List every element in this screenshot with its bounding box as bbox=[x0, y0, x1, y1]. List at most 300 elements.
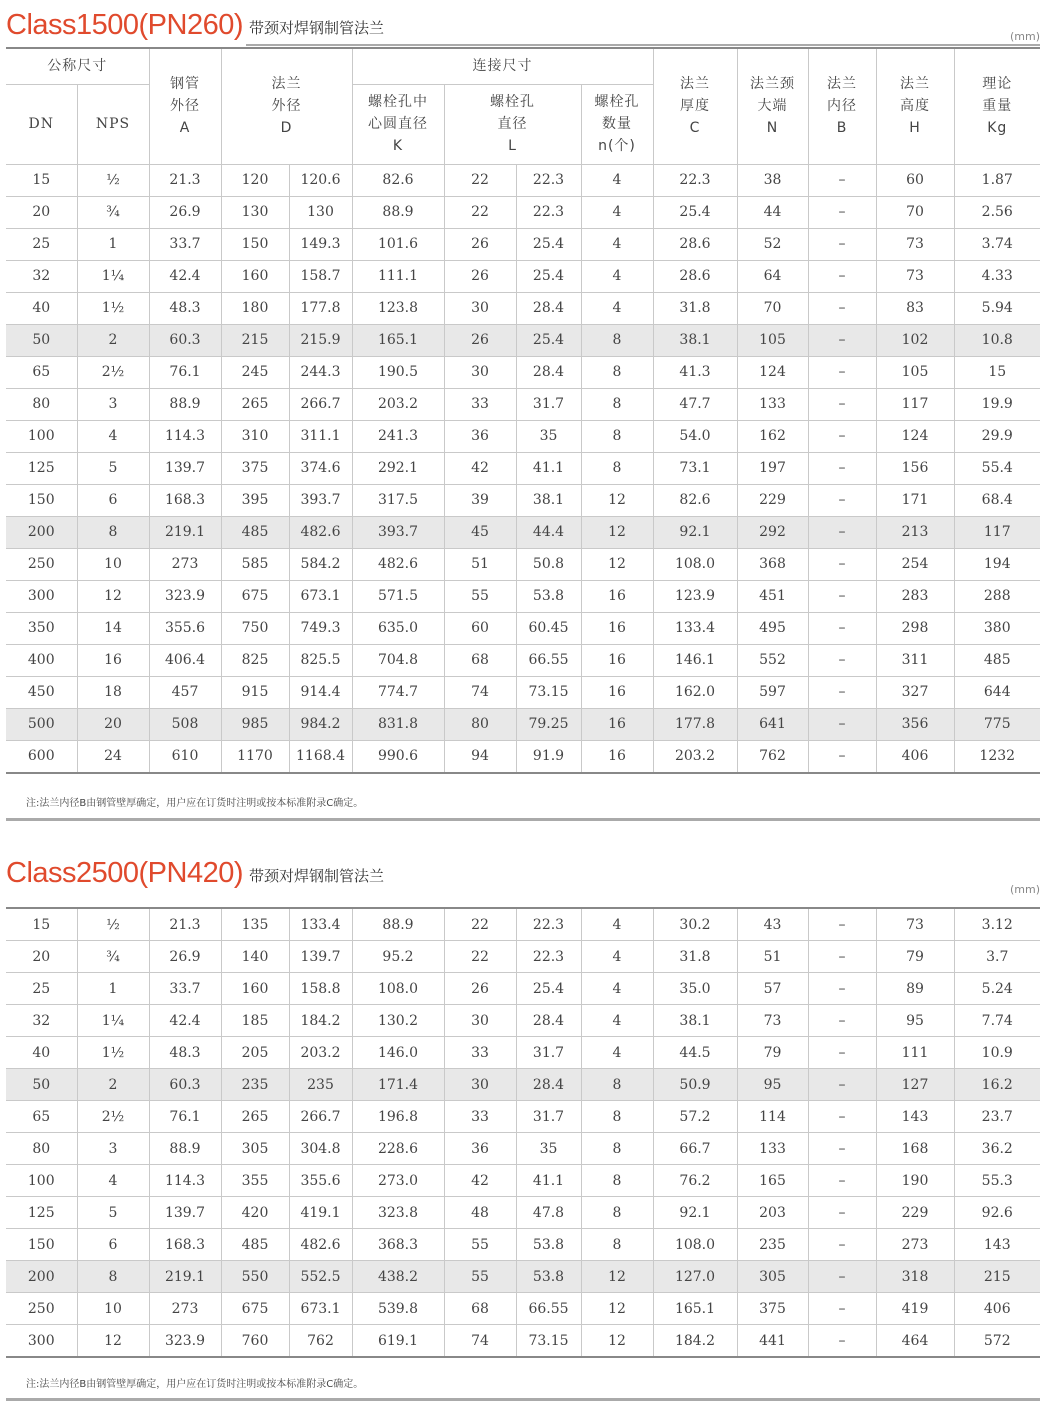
table-cell: 395 bbox=[221, 484, 289, 516]
table-cell: 8 bbox=[77, 516, 149, 548]
section2-note: 注:法兰内径B由钢管壁厚确定，用户应在订货时注明或按本标准附录C确定。 bbox=[26, 1379, 364, 1390]
table-cell: 25.4 bbox=[516, 228, 581, 260]
table-cell: 92.6 bbox=[954, 1197, 1040, 1229]
table-cell: 2 bbox=[77, 1069, 149, 1101]
table-cell: 1 bbox=[77, 228, 149, 260]
table-cell: 250 bbox=[6, 1293, 77, 1325]
table-cell: 420 bbox=[221, 1197, 289, 1229]
table-cell: 105 bbox=[737, 324, 808, 356]
table-cell: 675 bbox=[221, 1293, 289, 1325]
table-cell: 12 bbox=[77, 1325, 149, 1358]
table-cell: 88.9 bbox=[352, 908, 444, 941]
table-cell: 68.4 bbox=[954, 484, 1040, 516]
table-cell: 20 bbox=[6, 941, 77, 973]
table-cell: 273 bbox=[149, 548, 221, 580]
table-cell: 53.8 bbox=[516, 580, 581, 612]
table-cell: 419.1 bbox=[289, 1197, 352, 1229]
table-cell: 8 bbox=[581, 1197, 653, 1229]
table-cell: 102 bbox=[876, 324, 954, 356]
table-cell: 57 bbox=[737, 973, 808, 1005]
table-cell: 4 bbox=[581, 1037, 653, 1069]
header-thickness: 法兰 厚度 C bbox=[653, 48, 737, 164]
table-cell: 48.3 bbox=[149, 292, 221, 324]
table-cell: 28.6 bbox=[653, 260, 737, 292]
table-row bbox=[6, 1261, 1040, 1293]
table-cell: – bbox=[808, 1293, 876, 1325]
table-cell: 5.94 bbox=[954, 292, 1040, 324]
table-cell: 35 bbox=[516, 1133, 581, 1165]
table-cell: 304.8 bbox=[289, 1133, 352, 1165]
table-cell: 33.7 bbox=[149, 973, 221, 1005]
table-cell: 171 bbox=[876, 484, 954, 516]
table-cell: 914.4 bbox=[289, 676, 352, 708]
table-cell: 55 bbox=[444, 580, 516, 612]
table-cell: 4 bbox=[581, 908, 653, 941]
section1-unit: (mm) bbox=[1009, 30, 1040, 43]
table-cell: 7.74 bbox=[954, 1005, 1040, 1037]
table-cell: 68 bbox=[444, 644, 516, 676]
table-cell: 3.7 bbox=[954, 941, 1040, 973]
table-cell: 130 bbox=[289, 196, 352, 228]
table-cell: 38.1 bbox=[653, 324, 737, 356]
table-cell: 8 bbox=[581, 1229, 653, 1261]
table-row bbox=[6, 973, 1040, 1005]
section2-title-row bbox=[6, 852, 384, 888]
table-cell: 24 bbox=[77, 740, 149, 773]
table-cell: 5.24 bbox=[954, 973, 1040, 1005]
table-cell: 310 bbox=[221, 420, 289, 452]
table-cell: 760 bbox=[221, 1325, 289, 1358]
table-cell: 26 bbox=[444, 324, 516, 356]
table-cell: 79.25 bbox=[516, 708, 581, 740]
header-weight: 理论 重量 Kg bbox=[954, 48, 1040, 164]
table-cell: 485 bbox=[221, 1229, 289, 1261]
table-cell: 79 bbox=[737, 1037, 808, 1069]
table-cell: 215 bbox=[954, 1261, 1040, 1293]
table-cell: 31.8 bbox=[653, 292, 737, 324]
table-cell: 41.3 bbox=[653, 356, 737, 388]
table-cell: 8 bbox=[581, 1069, 653, 1101]
table-cell: 120.6 bbox=[289, 164, 352, 196]
table-cell: 38.1 bbox=[653, 1005, 737, 1037]
table-cell: 146.1 bbox=[653, 644, 737, 676]
table-cell: 100 bbox=[6, 420, 77, 452]
header-bolt-hole: 螺栓孔 直径 L bbox=[444, 84, 581, 164]
table-cell: 32 bbox=[6, 1005, 77, 1037]
table-cell: 2.56 bbox=[954, 196, 1040, 228]
table-cell: 597 bbox=[737, 676, 808, 708]
table-cell: 68 bbox=[444, 1293, 516, 1325]
table-cell: 117 bbox=[954, 516, 1040, 548]
table-cell: 317.5 bbox=[352, 484, 444, 516]
table-cell: 143 bbox=[876, 1101, 954, 1133]
table-cell: 30 bbox=[444, 1069, 516, 1101]
table-cell: 177.8 bbox=[653, 708, 737, 740]
table-cell: 215.9 bbox=[289, 324, 352, 356]
table-cell: 38 bbox=[737, 164, 808, 196]
table-cell: 8 bbox=[77, 1261, 149, 1293]
table-cell: 500 bbox=[6, 708, 77, 740]
header-bore: 法兰 内径 B bbox=[808, 48, 876, 164]
table-cell: 44.4 bbox=[516, 516, 581, 548]
table-cell: 762 bbox=[737, 740, 808, 773]
table-row bbox=[6, 644, 1040, 676]
table-cell: 16 bbox=[581, 676, 653, 708]
table-cell: 283 bbox=[876, 580, 954, 612]
table-cell: 168.3 bbox=[149, 1229, 221, 1261]
table-cell: 73 bbox=[876, 228, 954, 260]
table-cell: 22.3 bbox=[653, 164, 737, 196]
header-dn: DN bbox=[6, 84, 77, 164]
table-cell: 8 bbox=[581, 1165, 653, 1197]
table-cell: 50 bbox=[6, 1069, 77, 1101]
table-cell: 825.5 bbox=[289, 644, 352, 676]
table-cell: – bbox=[808, 580, 876, 612]
table-cell: 12 bbox=[581, 1325, 653, 1358]
table-cell: 374.6 bbox=[289, 452, 352, 484]
table-cell: 22 bbox=[444, 941, 516, 973]
table-cell: 123.8 bbox=[352, 292, 444, 324]
table-cell: 65 bbox=[6, 356, 77, 388]
table-cell: 1 bbox=[77, 973, 149, 1005]
table-cell: 16 bbox=[581, 708, 653, 740]
table-cell: 25.4 bbox=[516, 324, 581, 356]
section2-title: Class2500(PN420) bbox=[6, 857, 244, 889]
table-cell: 70 bbox=[737, 292, 808, 324]
table-cell: 168.3 bbox=[149, 484, 221, 516]
table-cell: 66.7 bbox=[653, 1133, 737, 1165]
table-cell: 644 bbox=[954, 676, 1040, 708]
table-cell: 89 bbox=[876, 973, 954, 1005]
table-cell: – bbox=[808, 1229, 876, 1261]
table-cell: 831.8 bbox=[352, 708, 444, 740]
table-cell: 76.2 bbox=[653, 1165, 737, 1197]
table-cell: 127 bbox=[876, 1069, 954, 1101]
table-cell: 125 bbox=[6, 452, 77, 484]
table-cell: 18 bbox=[77, 676, 149, 708]
table-cell: 22.3 bbox=[516, 196, 581, 228]
table-cell: – bbox=[808, 973, 876, 1005]
table-cell: 190.5 bbox=[352, 356, 444, 388]
table-cell: 108.0 bbox=[352, 973, 444, 1005]
table-cell: 235 bbox=[289, 1069, 352, 1101]
table-cell: 36 bbox=[444, 1133, 516, 1165]
table-cell: 185 bbox=[221, 1005, 289, 1037]
table-cell: 12 bbox=[581, 516, 653, 548]
table-cell: 32 bbox=[6, 260, 77, 292]
table-cell: – bbox=[808, 1165, 876, 1197]
table-cell: 12 bbox=[581, 548, 653, 580]
header-pipe-od: 钢管 外径 A bbox=[149, 48, 221, 164]
table-cell: 60.3 bbox=[149, 1069, 221, 1101]
table-cell: 92.1 bbox=[653, 1197, 737, 1229]
table-cell: 57.2 bbox=[653, 1101, 737, 1133]
table-cell: 16.2 bbox=[954, 1069, 1040, 1101]
table-cell: 42 bbox=[444, 452, 516, 484]
table-cell: 298 bbox=[876, 612, 954, 644]
table-cell: 350 bbox=[6, 612, 77, 644]
table-cell: ½ bbox=[77, 908, 149, 941]
table-cell: 22 bbox=[444, 908, 516, 941]
table-cell: 419 bbox=[876, 1293, 954, 1325]
table-cell: 400 bbox=[6, 644, 77, 676]
table-row bbox=[6, 1293, 1040, 1325]
table-cell: 1¼ bbox=[77, 1005, 149, 1037]
table-cell: 323.9 bbox=[149, 580, 221, 612]
table-cell: 600 bbox=[6, 740, 77, 773]
table-cell: 774.7 bbox=[352, 676, 444, 708]
table-cell: 171.4 bbox=[352, 1069, 444, 1101]
table-cell: 673.1 bbox=[289, 1293, 352, 1325]
table-cell: 4 bbox=[581, 228, 653, 260]
table-cell: 8 bbox=[581, 1133, 653, 1165]
table-cell: 35.0 bbox=[653, 973, 737, 1005]
table-cell: 8 bbox=[581, 388, 653, 420]
table-cell: 19.9 bbox=[954, 388, 1040, 420]
table-row bbox=[6, 484, 1040, 516]
table-cell: 60.3 bbox=[149, 324, 221, 356]
section1-title: Class1500(PN260) bbox=[6, 9, 244, 41]
table-cell: 12 bbox=[581, 1293, 653, 1325]
table-cell: 149.3 bbox=[289, 228, 352, 260]
table-cell: – bbox=[808, 196, 876, 228]
table-cell: 704.8 bbox=[352, 644, 444, 676]
table-cell: 73 bbox=[876, 908, 954, 941]
table-cell: 25.4 bbox=[516, 973, 581, 1005]
table-cell: 266.7 bbox=[289, 388, 352, 420]
table-cell: 51 bbox=[444, 548, 516, 580]
table-cell: 273.0 bbox=[352, 1165, 444, 1197]
table-row bbox=[6, 228, 1040, 260]
header-bolt-circle: 螺栓孔中 心圆直径 K bbox=[352, 84, 444, 164]
section1-title-row bbox=[6, 4, 384, 40]
table-cell: 2½ bbox=[77, 356, 149, 388]
table-cell: 117 bbox=[876, 388, 954, 420]
table-cell: 156 bbox=[876, 452, 954, 484]
table-cell: 39 bbox=[444, 484, 516, 516]
table-cell: 8 bbox=[581, 356, 653, 388]
table-cell: 14 bbox=[77, 612, 149, 644]
table-cell: 356 bbox=[876, 708, 954, 740]
table-cell: 190 bbox=[876, 1165, 954, 1197]
table-cell: 53.8 bbox=[516, 1229, 581, 1261]
table-cell: 393.7 bbox=[352, 516, 444, 548]
table-cell: 91.9 bbox=[516, 740, 581, 773]
table-cell: 133.4 bbox=[653, 612, 737, 644]
table-cell: – bbox=[808, 388, 876, 420]
table-cell: 88.9 bbox=[149, 388, 221, 420]
table-cell: 146.0 bbox=[352, 1037, 444, 1069]
table-cell: 205 bbox=[221, 1037, 289, 1069]
table-cell: 485 bbox=[221, 516, 289, 548]
table-cell: 44 bbox=[737, 196, 808, 228]
table-cell: 16 bbox=[77, 644, 149, 676]
table-cell: 375 bbox=[221, 452, 289, 484]
table-cell: 4 bbox=[581, 260, 653, 292]
table-cell: 48.3 bbox=[149, 1037, 221, 1069]
table-cell: – bbox=[808, 1261, 876, 1293]
table-cell: 26 bbox=[444, 973, 516, 1005]
table-cell: 22 bbox=[444, 196, 516, 228]
table-cell: 10 bbox=[77, 1293, 149, 1325]
table-cell: 108.0 bbox=[653, 1229, 737, 1261]
table-cell: 229 bbox=[737, 484, 808, 516]
table-row bbox=[6, 356, 1040, 388]
table-cell: 406 bbox=[876, 740, 954, 773]
table-cell: 31.7 bbox=[516, 1037, 581, 1069]
table-cell: 162.0 bbox=[653, 676, 737, 708]
table-cell: 28.4 bbox=[516, 292, 581, 324]
table-cell: 300 bbox=[6, 580, 77, 612]
table-cell: 228.6 bbox=[352, 1133, 444, 1165]
table-cell: 114.3 bbox=[149, 1165, 221, 1197]
table-cell: 485 bbox=[954, 644, 1040, 676]
table-cell: 323.9 bbox=[149, 1325, 221, 1358]
table-cell: 33 bbox=[444, 388, 516, 420]
table-cell: 47.7 bbox=[653, 388, 737, 420]
table-cell: 4 bbox=[77, 420, 149, 452]
table-cell: 74 bbox=[444, 676, 516, 708]
table-cell: 51 bbox=[737, 941, 808, 973]
table-cell: 73.15 bbox=[516, 676, 581, 708]
table-cell: 140 bbox=[221, 941, 289, 973]
table-cell: 451 bbox=[737, 580, 808, 612]
table-cell: 288 bbox=[954, 580, 1040, 612]
table-cell: 168 bbox=[876, 1133, 954, 1165]
table-cell: – bbox=[808, 708, 876, 740]
table-cell: 133 bbox=[737, 388, 808, 420]
header-nominal-size: 公称尺寸 bbox=[6, 48, 149, 84]
table-cell: 393.7 bbox=[289, 484, 352, 516]
table-cell: 82.6 bbox=[653, 484, 737, 516]
table-cell: 15 bbox=[954, 356, 1040, 388]
section2-bottom-rule bbox=[6, 1398, 1040, 1401]
table-cell: 80 bbox=[6, 388, 77, 420]
table-cell: 235 bbox=[737, 1229, 808, 1261]
table-cell: 450 bbox=[6, 676, 77, 708]
table-cell: 50.9 bbox=[653, 1069, 737, 1101]
table-cell: – bbox=[808, 1197, 876, 1229]
table-cell: 203.2 bbox=[352, 388, 444, 420]
table-cell: 50 bbox=[6, 324, 77, 356]
table-cell: 1¼ bbox=[77, 260, 149, 292]
section1-top-rule bbox=[246, 44, 1040, 46]
table-cell: 539.8 bbox=[352, 1293, 444, 1325]
table-cell: 985 bbox=[221, 708, 289, 740]
table-cell: 111 bbox=[876, 1037, 954, 1069]
table-cell: 245 bbox=[221, 356, 289, 388]
table-cell: 50.8 bbox=[516, 548, 581, 580]
table-cell: 21.3 bbox=[149, 908, 221, 941]
table-cell: 28.4 bbox=[516, 356, 581, 388]
table-cell: 406.4 bbox=[149, 644, 221, 676]
section2-subtitle: 带颈对焊钢制管法兰 bbox=[249, 867, 385, 885]
table-cell: 127.0 bbox=[653, 1261, 737, 1293]
header-nps: NPS bbox=[77, 84, 149, 164]
table-cell: 375 bbox=[737, 1293, 808, 1325]
table-cell: 457 bbox=[149, 676, 221, 708]
table-cell: – bbox=[808, 356, 876, 388]
table-row bbox=[6, 164, 1040, 196]
table-cell: 235 bbox=[221, 1069, 289, 1101]
table-cell: 16 bbox=[581, 644, 653, 676]
table-row bbox=[6, 1005, 1040, 1037]
table-cell: – bbox=[808, 1101, 876, 1133]
table-row bbox=[6, 292, 1040, 324]
table-cell: – bbox=[808, 164, 876, 196]
table-cell: 23.7 bbox=[954, 1101, 1040, 1133]
table-cell: 25.4 bbox=[516, 260, 581, 292]
table-cell: 28.4 bbox=[516, 1069, 581, 1101]
table-cell: 40 bbox=[6, 292, 77, 324]
table-cell: 197 bbox=[737, 452, 808, 484]
table-cell: 200 bbox=[6, 1261, 77, 1293]
table-cell: 915 bbox=[221, 676, 289, 708]
table-cell: 54.0 bbox=[653, 420, 737, 452]
table-cell: 641 bbox=[737, 708, 808, 740]
table-cell: 610 bbox=[149, 740, 221, 773]
header-neck: 法兰颈 大端 N bbox=[737, 48, 808, 164]
table-cell: – bbox=[808, 1069, 876, 1101]
table-cell: 55 bbox=[444, 1229, 516, 1261]
table-cell: 33.7 bbox=[149, 228, 221, 260]
table-row bbox=[6, 1197, 1040, 1229]
table-cell: 40 bbox=[6, 1037, 77, 1069]
table-cell: 158.7 bbox=[289, 260, 352, 292]
table-cell: 4 bbox=[581, 164, 653, 196]
table-cell: 10.9 bbox=[954, 1037, 1040, 1069]
table-cell: 30 bbox=[444, 292, 516, 324]
table-cell: 26.9 bbox=[149, 196, 221, 228]
table-cell: 160 bbox=[221, 973, 289, 1005]
table-cell: 327 bbox=[876, 676, 954, 708]
table-cell: 165.1 bbox=[352, 324, 444, 356]
table-cell: 30 bbox=[444, 1005, 516, 1037]
table-cell: 88.9 bbox=[352, 196, 444, 228]
section1-table bbox=[6, 47, 1040, 774]
table-cell: 139.7 bbox=[149, 1197, 221, 1229]
table-cell: 70 bbox=[876, 196, 954, 228]
section1-bottom-rule bbox=[6, 818, 1040, 821]
table-cell: 60 bbox=[876, 164, 954, 196]
table-cell: 196.8 bbox=[352, 1101, 444, 1133]
table-cell: 111.1 bbox=[352, 260, 444, 292]
table-row bbox=[6, 1101, 1040, 1133]
table-cell: 28.6 bbox=[653, 228, 737, 260]
table-cell: 6 bbox=[77, 484, 149, 516]
table-cell: – bbox=[808, 324, 876, 356]
table-cell: 673.1 bbox=[289, 580, 352, 612]
table-cell: – bbox=[808, 740, 876, 773]
table-cell: 139.7 bbox=[149, 452, 221, 484]
table-cell: 48 bbox=[444, 1197, 516, 1229]
table-cell: 150 bbox=[6, 1229, 77, 1261]
table-cell: 4 bbox=[581, 941, 653, 973]
table-row bbox=[6, 1229, 1040, 1261]
table-row bbox=[6, 548, 1040, 580]
table-cell: 15 bbox=[6, 908, 77, 941]
table-cell: 42 bbox=[444, 1165, 516, 1197]
table-cell: 114 bbox=[737, 1101, 808, 1133]
table-row bbox=[6, 612, 1040, 644]
table-cell: 273 bbox=[876, 1229, 954, 1261]
table-cell: 41.1 bbox=[516, 452, 581, 484]
table-cell: 619.1 bbox=[352, 1325, 444, 1358]
table-cell: 10.8 bbox=[954, 324, 1040, 356]
table-cell: 495 bbox=[737, 612, 808, 644]
table-cell: 305 bbox=[737, 1261, 808, 1293]
table-cell: 80 bbox=[444, 708, 516, 740]
